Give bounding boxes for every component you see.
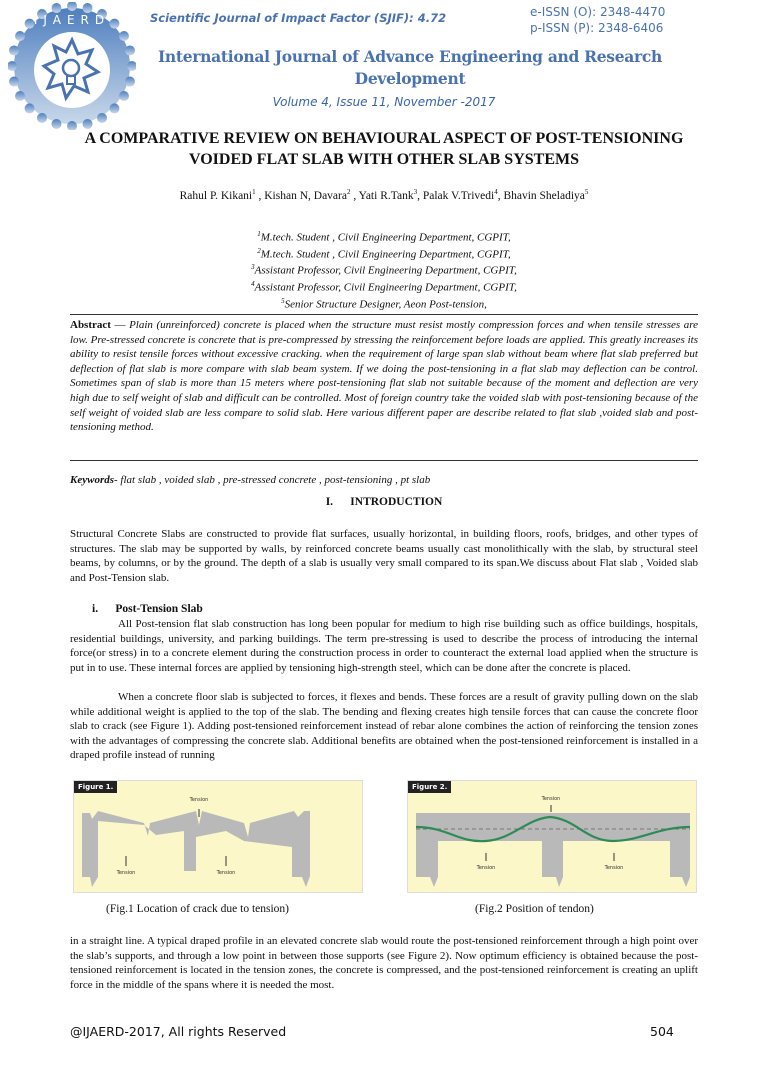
logo-tooth bbox=[51, 119, 61, 129]
keywords: Keywords- flat slab , voided slab , pre-stressed concrete , post-tensioning , pt slab bbox=[70, 474, 431, 486]
logo-tooth bbox=[15, 91, 25, 101]
intro-paragraph: Structural Concrete Slabs are constructed to provide flat surfaces, usually horizontal, in building floors, roofs, bridges, and other types of structures. The slab may be supported by walls, by reinforced concrete beams usually cast monolithically with the slab, by structural steel beams, by columns, or by the ground. The depth of a slab is usually very small compared to its span.We discuss about Flat slab , Voided slab and Post-Tension slab. bbox=[70, 528, 698, 584]
author: Rahul P. Kikani bbox=[179, 189, 253, 202]
footer-copyright: @IJAERD-2017, All rights Reserved bbox=[70, 1024, 287, 1039]
author-list: Rahul P. Kikani$^1$ , Kishan N, Davara$^2$ , Yati R.Tank$^3$, Palak V.Trivedi$^4$, Bhavin Sheladiya$^5$ bbox=[179, 188, 589, 202]
divider bbox=[70, 460, 698, 461]
affiliation: $^1$M.tech. Student , Civil Engineering Department, CGPIT, bbox=[257, 230, 511, 244]
figure-1-caption: (Fig.1 Location of crack due to tension) bbox=[106, 903, 289, 915]
post-tension-paragraph-2: When a concrete floor slab is subjected to forces, it flexes and bends. These forces are a result of gravity pulling down on the slab while additional weight is applied to the top of the slab. The bending and flexing creates high tensile forces that can cause the concrete floor slab to crack (see Figure 1). Adding post-tensioned reinforcement instead of rebar alone combines the action of reinforcing the tension zones with the advantages of compressing the concrete slab. Additional benefits are obtained when the post-tensioned reinforcement is installed in a draped profile instead of running bbox=[70, 691, 698, 762]
logo-tooth bbox=[51, 3, 61, 13]
section-heading: I. INTRODUCTION bbox=[325, 496, 443, 508]
figure-1-tag: Figure 1. bbox=[74, 781, 117, 793]
logo-tooth bbox=[125, 45, 135, 55]
divider bbox=[70, 314, 698, 315]
affiliation: $^5$Senior Structure Designer, Aeon Post-tension, bbox=[281, 296, 487, 311]
label-top: Tension bbox=[541, 796, 561, 802]
eissn: e-ISSN (O): 2348-4470 bbox=[530, 5, 666, 19]
label-left: Tension bbox=[116, 870, 136, 876]
logo-tooth bbox=[9, 77, 19, 87]
journal-name: International Journal of Advance Engineering and Research Development bbox=[157, 47, 663, 88]
author: Palak V.Trivedi bbox=[422, 189, 495, 202]
figure-2-tag: Figure 2. bbox=[408, 781, 451, 793]
svg-text:IJAERD: IJAERD bbox=[33, 13, 111, 27]
author: Bhavin Sheladiya bbox=[503, 189, 585, 202]
label-top: Tension bbox=[189, 797, 209, 803]
logo-tooth bbox=[125, 77, 135, 87]
logo-tooth bbox=[83, 3, 93, 13]
post-tension-paragraph-3: in a straight line. A typical draped profile in an elevated concrete slab would route the post-tensioned reinforcement through a high point over the slab’s supports, and through a low point in between those supports (see Figure 2). Now optimum efficiency is obtained because the post-tensioned reinforcement is located in the tension zones, the concrete is compressed, and the post-tensioned reinforcement is creating an uplift force in the middle of the spans where it is needed the most. bbox=[70, 935, 698, 991]
slab-shape bbox=[416, 813, 690, 887]
affiliation: $^3$Assistant Professor, Civil Engineering Department, CGPIT, bbox=[251, 263, 517, 277]
post-tension-paragraph-1: All Post-tension flat slab construction has long been popular for medium to high rise building such as office buildings, hospitals, residential buildings, university, and parking buildings. The term pre-stressing is used to describe the process of introducing the internal force(or stress) in to a concrete element during the construction process in order to counteract the external load applied when the structure is put in to use. These internal forces are applied by tensioning high-strength steel, which can be done after the concrete is placed. bbox=[70, 618, 698, 674]
logo-tooth bbox=[37, 113, 47, 123]
issn-block bbox=[530, 4, 665, 36]
affiliation: $^2$M.tech. Student , Civil Engineering Department, CGPIT, bbox=[257, 246, 511, 261]
figure-2 bbox=[407, 780, 697, 893]
logo-tooth bbox=[119, 91, 129, 101]
affiliations bbox=[70, 228, 698, 311]
journal-logo bbox=[8, 2, 136, 130]
logo-tooth bbox=[109, 103, 119, 113]
abstract-text: Plain (unreinforced) concrete is placed when the structure must resist mostly compression forces and when tensile stresses are low. Pre-stressed concrete is concrete that is pre-compressed by stressing the reinforcement before loads are applied. This greatly increases its ability to resist tensile forces without excessive cracking. when the requirement of large span slab without beam where flat slab preferred but deflection of flat slab is more compare with slab beam system. If we doing the post-tensioning in a flat slab may deflection can be control. Sometimes span of slab is more than 15 meters where post-tensioning flat slab not suitable because of the moment and deflection are very high due to self weight of slab and difficult can be controlled. Most of foreign country take the voided slab with post-tensioning because of the self weight of voided slab are less compare to solid slab. Here various different paper are describe related to flat slab ,voided slab and post-tensioning method. bbox=[70, 319, 699, 434]
label-right: Tension bbox=[604, 865, 624, 871]
author: Kishan N, Davara bbox=[264, 189, 347, 202]
label-right: Tension bbox=[216, 870, 236, 876]
pissn: p-ISSN (P): 2348-6406 bbox=[530, 21, 664, 35]
logo-tooth bbox=[15, 31, 25, 41]
figure-2-caption: (Fig.2 Position of tendon) bbox=[475, 903, 594, 915]
figure-1 bbox=[73, 780, 363, 893]
logo-tooth bbox=[9, 45, 19, 55]
logo-tooth bbox=[25, 103, 35, 113]
paper-title: A COMPARATIVE REVIEW ON BEHAVIOURAL ASPECT OF POST-TENSIONING VOIDED FLAT SLAB WITH OTHER SLAB SYSTEMS bbox=[84, 130, 684, 168]
logo-tooth bbox=[119, 31, 129, 41]
label-left: Tension bbox=[476, 865, 496, 871]
abstract: Abstract — Plain (unreinforced) concrete is placed when the structure must resist mostly compression forces and when tensile stresses are low. Pre-stressed concrete is concrete that is pre-compressed by stressing the reinforcement before loads are applied. This greatly increases its ability to resist tensile forces without excessive cracking. when the requirement of large span slab without beam where flat slab preferred but deflection of flat slab is more compare with slab beam system. If we doing the post-tensioning in a flat slab may deflection can be control. Sometimes span of slab is more than 15 meters where post-tensioning flat slab not suitable because of the moment and deflection are very high due to self weight of slab and difficult can be controlled. Most of foreign country take the voided slab with post-tensioning because of the self weight of voided slab are less compare to solid slab. Here various different paper are describe related to flat slab ,voided slab and post-tensioning method. bbox=[70, 319, 699, 434]
page-number: 504 bbox=[650, 1024, 674, 1039]
affiliation: $^4$Assistant Professor, Civil Engineering Department, CGPIT, bbox=[251, 279, 517, 294]
author: Yati R.Tank bbox=[358, 189, 414, 202]
logo-tooth bbox=[109, 19, 119, 29]
subsection-heading: i. Post-Tension Slab bbox=[92, 603, 203, 615]
impact-factor: Scientific Journal of Impact Factor (SJIF): 4.72 bbox=[150, 11, 447, 25]
volume-issue: Volume 4, Issue 11, November -2017 bbox=[272, 95, 496, 109]
logo-tooth bbox=[97, 113, 107, 123]
